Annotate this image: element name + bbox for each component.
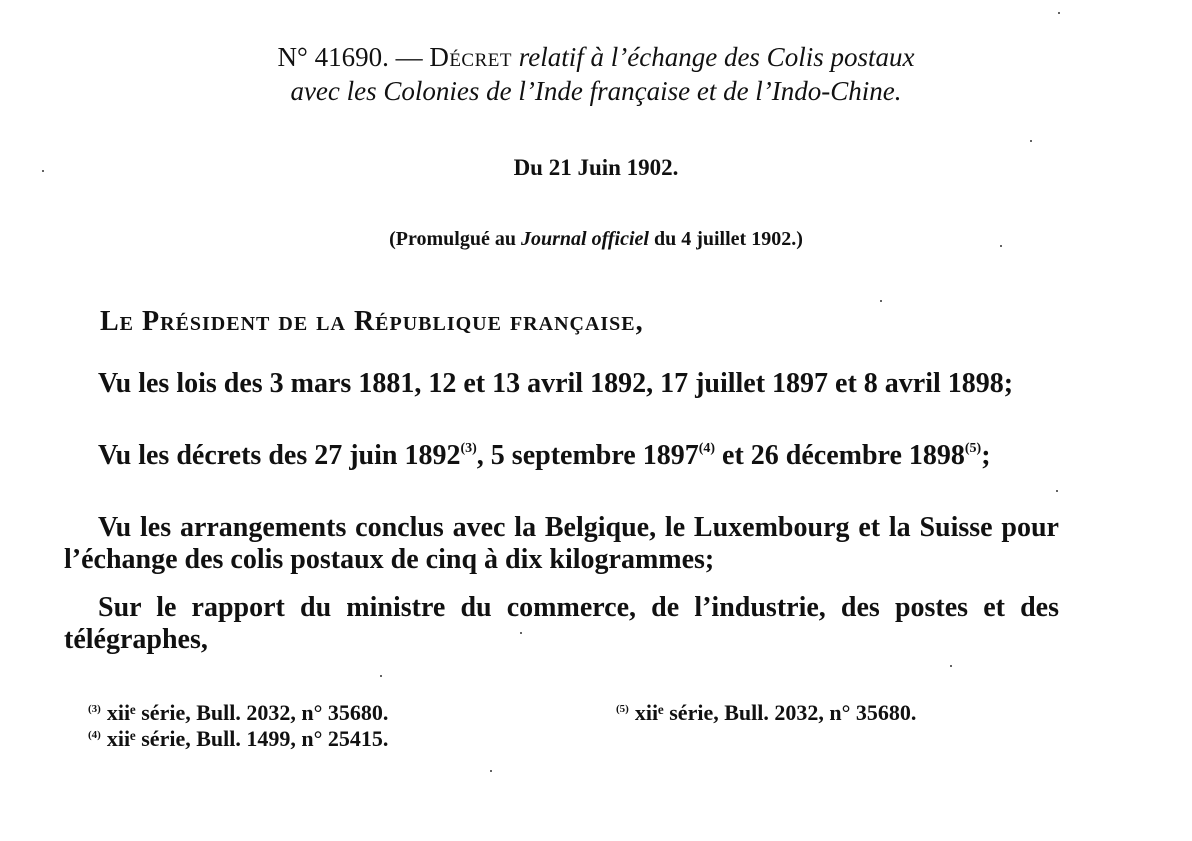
scan-speck	[1058, 12, 1060, 14]
decree-date: Du 21 Juin 1902.	[513, 155, 679, 180]
scan-speck	[380, 675, 382, 677]
footnote-ref-5: (5)	[964, 441, 982, 456]
scan-speck	[1056, 490, 1058, 492]
footnote-4	[88, 722, 388, 752]
decree-number: N° 41690. —	[277, 42, 430, 72]
scan-speck	[1030, 140, 1032, 142]
paragraph-rapport: Sur le rapport du ministre du commerce, de l’industrie, des postes et des télégraphes,	[64, 592, 1059, 655]
paragraph-lois: Vu les lois des 3 mars 1881, 12 et 13 avril 1892, 17 juillet 1897 et 8 avril 1898;	[98, 368, 1014, 399]
scan-speck	[950, 665, 952, 667]
title-line-1	[0, 40, 1192, 74]
journal-name: Journal officiel	[520, 228, 649, 250]
decrets-text-d: ;	[981, 440, 991, 471]
president-heading: Le Président de la République française,	[100, 306, 644, 337]
decrets-text-a: Vu les décrets des 27 juin 1892	[98, 440, 461, 471]
paragraph-arrangements: Vu les arrangements conclus avec la Belgique, le Luxembourg et la Suisse pour l’échange des colis postaux de cinq à dix kilogrammes;	[64, 512, 1059, 575]
footnote-text: xiiᵉ série, Bull. 2032, n° 35680.	[634, 700, 917, 725]
decrets-text-c: et 26 décembre 1898	[715, 440, 965, 471]
paragraph-decrets	[64, 440, 1059, 472]
footnote-text: xiiᵉ série, Bull. 1499, n° 25415.	[106, 726, 389, 751]
title-line-2: avec les Colonies de l’Inde française et de l’Indo-Chine.	[290, 76, 902, 106]
footnote-ref-3: (3)	[460, 441, 477, 456]
footnote-5	[616, 696, 916, 726]
scan-speck	[42, 170, 44, 172]
scan-speck	[1000, 245, 1002, 247]
footnote-ref-4: (4)	[698, 441, 716, 456]
promulgation-suffix: du 4 juillet 1902.)	[648, 228, 803, 250]
scan-speck	[520, 632, 522, 634]
footnote-marker: (3)	[88, 703, 101, 715]
decree-word: Décret	[429, 42, 512, 72]
title-rest-line-1: relatif à l’échange des Colis postaux	[512, 42, 915, 72]
scan-speck	[490, 770, 492, 772]
promulgation-note	[0, 228, 1192, 251]
footnote-marker: (5)	[616, 703, 629, 715]
decrets-text-b: , 5 septembre 1897	[476, 440, 699, 471]
scan-speck	[880, 300, 882, 302]
footnote-text: xiiᵉ série, Bull. 2032, n° 35680.	[106, 700, 389, 725]
decree-title	[0, 40, 1192, 108]
footnote-marker: (4)	[88, 729, 101, 741]
promulgation-prefix: (Promulgué au	[389, 228, 521, 250]
